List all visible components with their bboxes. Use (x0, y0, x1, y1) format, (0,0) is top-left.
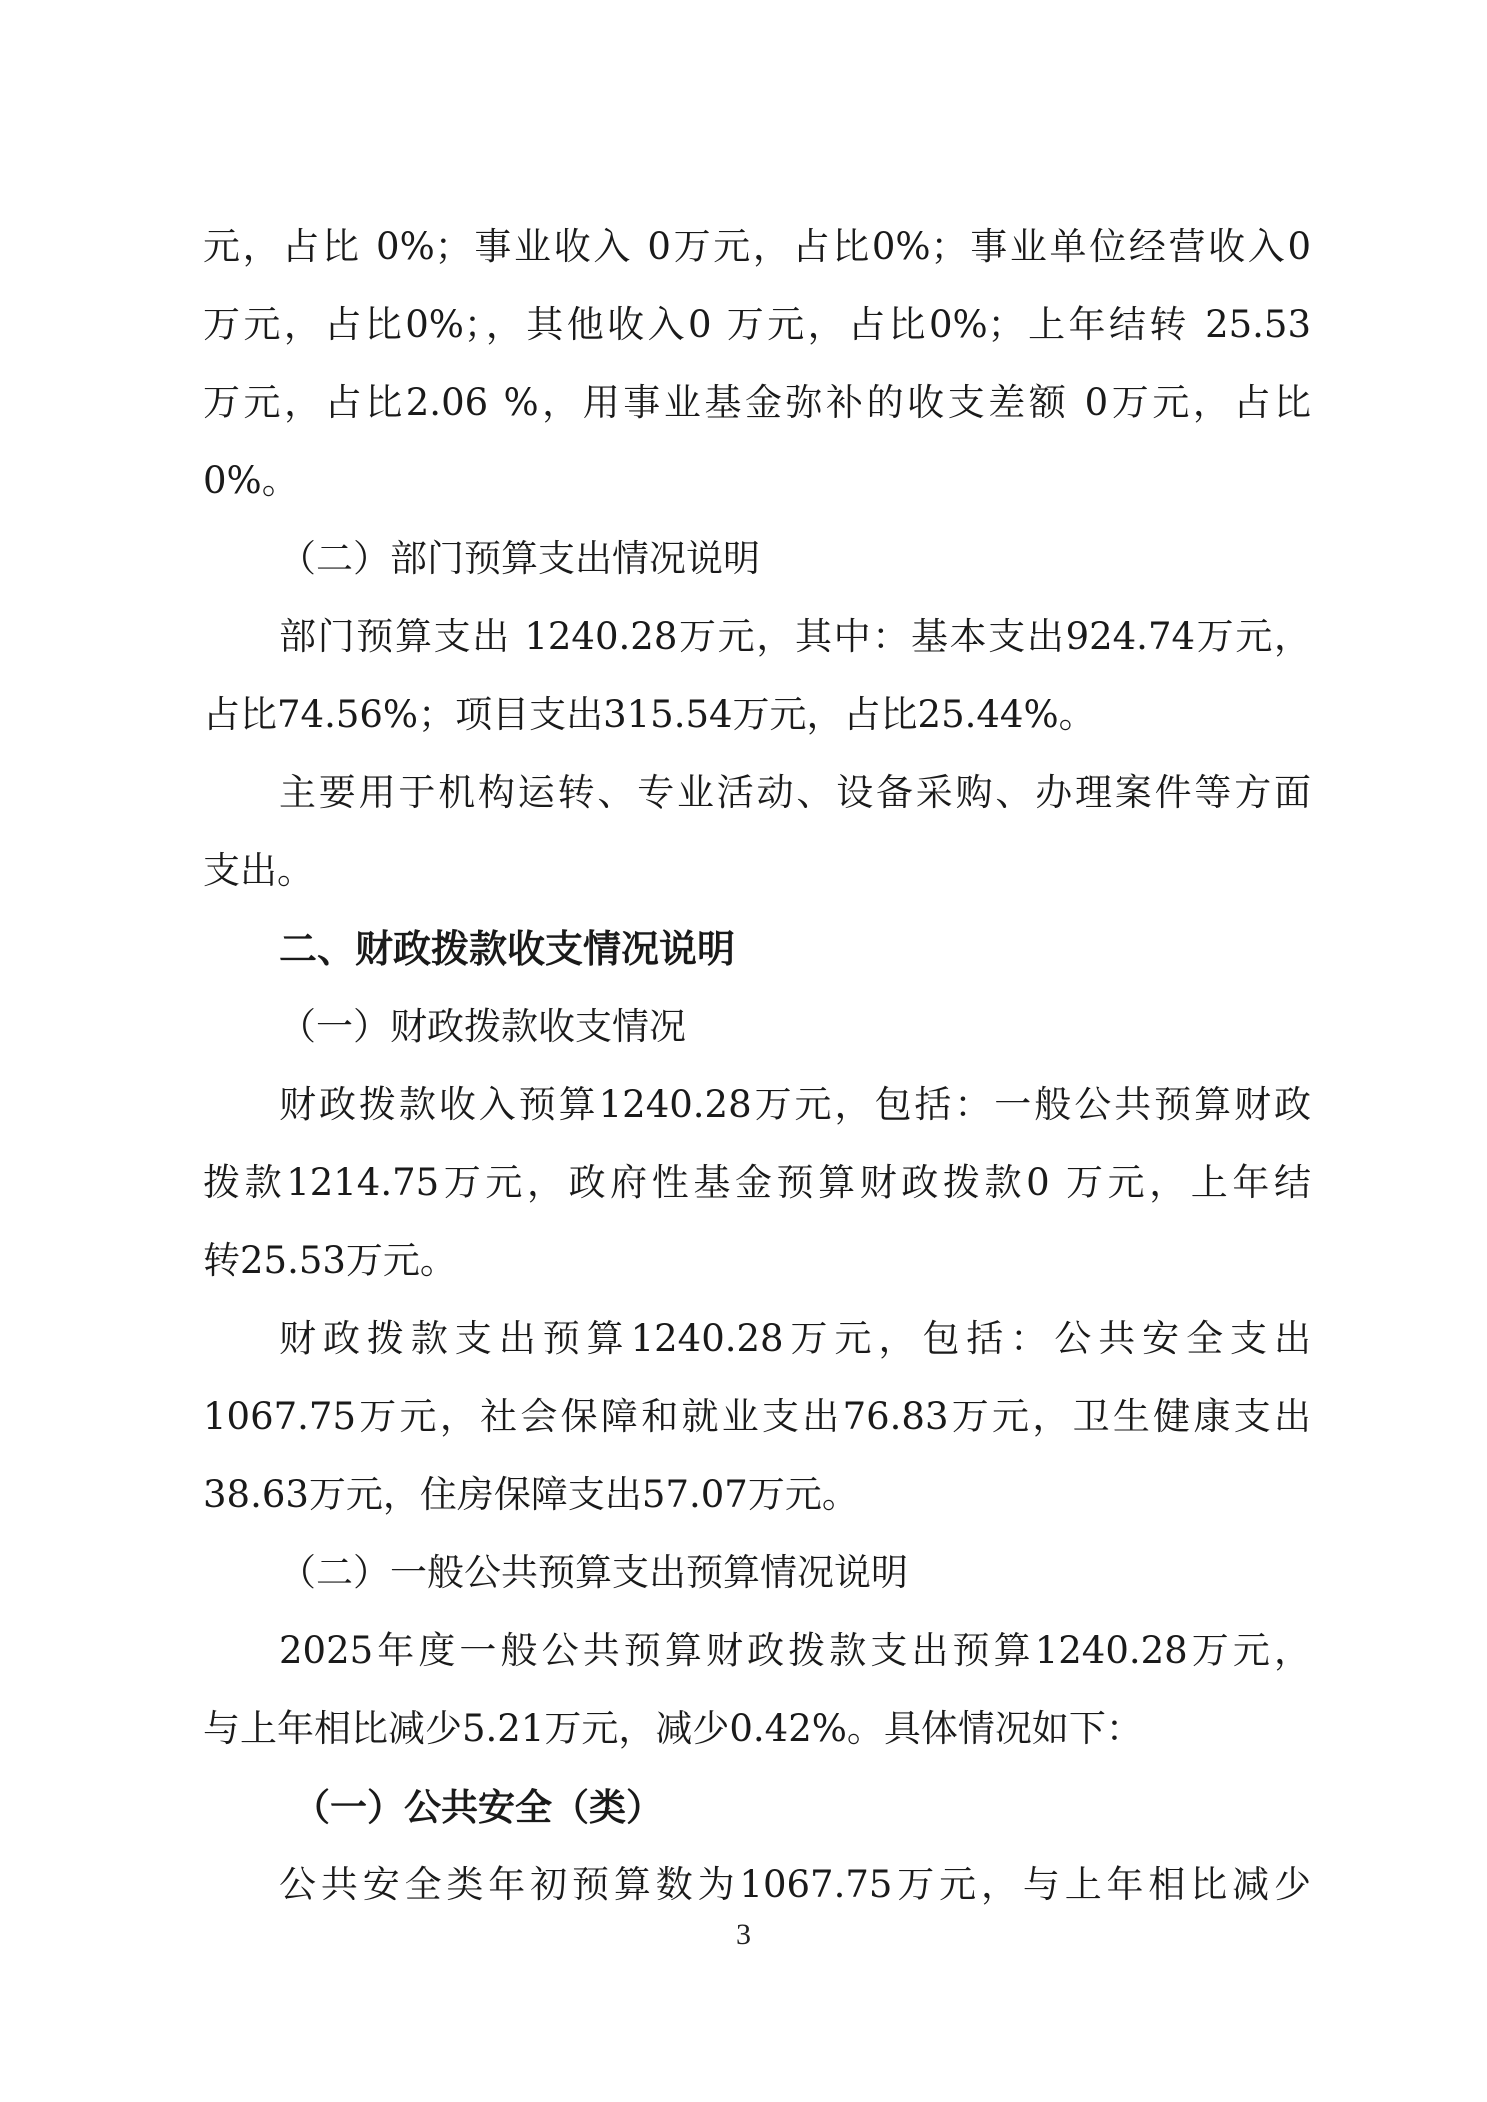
paragraph-line: 占比74.56%；项目支出315.54万元，占比25.44%。 (203, 693, 1096, 736)
paragraph-line: 转25.53万元。 (203, 1239, 457, 1282)
paragraph-line: 2025年度一般公共预算财政拨款支出预算1240.28万元， (279, 1629, 1311, 1672)
paragraph-line: 主要用于机构运转、专业活动、设备采购、办理案件等方面 (279, 771, 1311, 814)
paragraph-line: 财政拨款收入预算1240.28万元，包括：一般公共预算财政 (279, 1083, 1311, 1126)
category-heading: （一）公共安全（类） (293, 1785, 663, 1829)
paragraph-line: 财政拨款支出预算1240.28万元，包括：公共安全支出 (279, 1317, 1311, 1360)
paragraph-line: 支出。 (203, 849, 314, 892)
paragraph-line: 万元，占比0%；，其他收入0 万元，占比0%；上年结转 25.53 (203, 303, 1311, 346)
paragraph-line: 公共安全类年初预算数为1067.75万元，与上年相比减少 (279, 1863, 1311, 1906)
paragraph-line: 部门预算支出 1240.28万元，其中：基本支出924.74万元， (279, 615, 1311, 658)
paragraph-line: 拨款1214.75万元，政府性基金预算财政拨款0 万元，上年结 (203, 1161, 1311, 1204)
paragraph-line: 元，占比 0%；事业收入 0万元，占比0%；事业单位经营收入0 (203, 225, 1311, 268)
page-number: 3 (736, 1918, 751, 1951)
paragraph-line: 38.63万元，住房保障支出57.07万元。 (203, 1473, 859, 1516)
document-body (203, 208, 1311, 1924)
paragraph-line: 0%。 (203, 459, 299, 502)
paragraph-line: 与上年相比减少5.21万元，减少0.42%。具体情况如下： (203, 1707, 1143, 1750)
subsection-heading: （一）财政拨款收支情况 (279, 1005, 686, 1048)
subsection-heading: （二）部门预算支出情况说明 (279, 537, 760, 580)
subsection-heading: （二）一般公共预算支出预算情况说明 (279, 1551, 908, 1594)
paragraph-line: 1067.75万元，社会保障和就业支出76.83万元，卫生健康支出 (203, 1395, 1311, 1438)
section-heading: 二、财政拨款收支情况说明 (279, 927, 736, 971)
paragraph-line: 万元，占比2.06 %，用事业基金弥补的收支差额 0万元，占比 (203, 381, 1311, 424)
